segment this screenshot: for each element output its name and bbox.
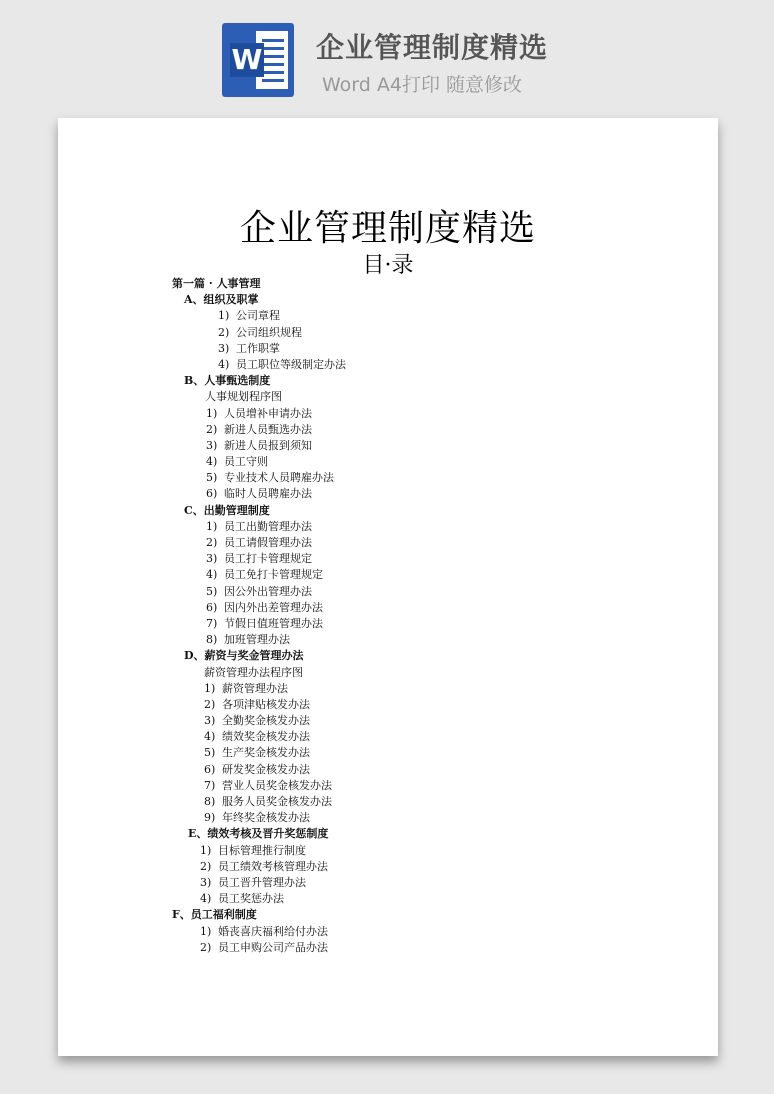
table-of-contents	[58, 276, 718, 956]
document-page	[58, 118, 718, 1056]
toc-item: 1) 目标管理推行制度	[200, 843, 306, 857]
toc-item: 8) 服务人员奖金核发办法	[204, 795, 332, 808]
section-heading: F、员工福利制度	[172, 908, 257, 922]
toc-item: 2) 公司组织规程	[218, 325, 302, 339]
toc-item: 1) 员工出勤管理办法	[206, 519, 312, 533]
toc-item: 2) 员工绩效考核管理办法	[200, 859, 328, 873]
section-heading: E、绩效考核及晋升奖惩制度	[188, 827, 329, 841]
toc-item: 9) 年终奖金核发办法	[204, 811, 310, 825]
toc-item: 3) 员工打卡管理规定	[206, 552, 312, 566]
toc-item: 3) 全勤奖金核发办法	[204, 714, 310, 728]
toc-item: 3) 工作职掌	[218, 341, 280, 355]
toc-item: 4) 员工免打卡管理规定	[206, 568, 323, 582]
section-heading: C、出勤管理制度	[184, 503, 270, 517]
section-heading: B、人事甄选制度	[184, 374, 271, 388]
toc-intro: 人事规划程序图	[205, 390, 282, 404]
toc-item: 1) 公司章程	[218, 309, 280, 323]
toc-item: 2) 各项津贴核发办法	[204, 697, 310, 711]
toc-item: 2) 员工申购公司产品办法	[200, 940, 328, 954]
toc-item: 8) 加班管理办法	[206, 633, 290, 647]
toc-item: 4) 员工职位等级制定办法	[218, 357, 346, 371]
toc-item: 6) 研发奖金核发办法	[204, 762, 310, 776]
toc-item: 4) 员工守则	[206, 455, 268, 469]
toc-item: 4) 绩效奖金核发办法	[204, 730, 310, 744]
document-subtitle: 目·录	[362, 253, 414, 278]
toc-item: 1) 薪资管理办法	[204, 681, 288, 695]
part-heading: 第一篇 · 人事管理	[172, 277, 261, 290]
toc-item: 3) 新进人员报到须知	[206, 438, 312, 452]
banner-subtitle: Word A4打印 随意修改	[322, 74, 523, 96]
toc-item: 7) 节假日值班管理办法	[206, 616, 323, 630]
toc-item: 5) 生产奖金核发办法	[204, 746, 310, 760]
toc-item: 4) 员工奖惩办法	[200, 892, 284, 906]
word-icon	[222, 23, 294, 97]
toc-item: 2) 员工请假管理办法	[206, 536, 312, 549]
toc-item: 1) 婚丧喜庆福利给付办法	[200, 924, 328, 938]
toc-item: 1) 人员增补申请办法	[206, 406, 312, 420]
toc-item: 6) 临时人员聘雇办法	[206, 487, 312, 501]
toc-item: 2) 新进人员甄选办法	[206, 422, 312, 436]
section-heading: D、薪资与奖金管理办法	[184, 649, 304, 663]
banner-title: 企业管理制度精选	[316, 31, 549, 64]
banner	[0, 0, 774, 110]
document-title: 企业管理制度精选	[239, 208, 536, 249]
toc-item: 5) 专业技术人员聘雇办法	[206, 471, 334, 485]
word-letter-icon: W	[231, 43, 263, 76]
toc-item: 5) 因公外出管理办法	[206, 584, 312, 598]
toc-intro: 薪资管理办法程序图	[204, 665, 303, 679]
toc-item: 3) 员工晋升管理办法	[200, 875, 306, 889]
toc-item: 7) 营业人员奖金核发办法	[204, 778, 332, 792]
section-heading: A、组织及职掌	[184, 293, 259, 307]
toc-item: 6) 因内外出差管理办法	[206, 600, 323, 614]
